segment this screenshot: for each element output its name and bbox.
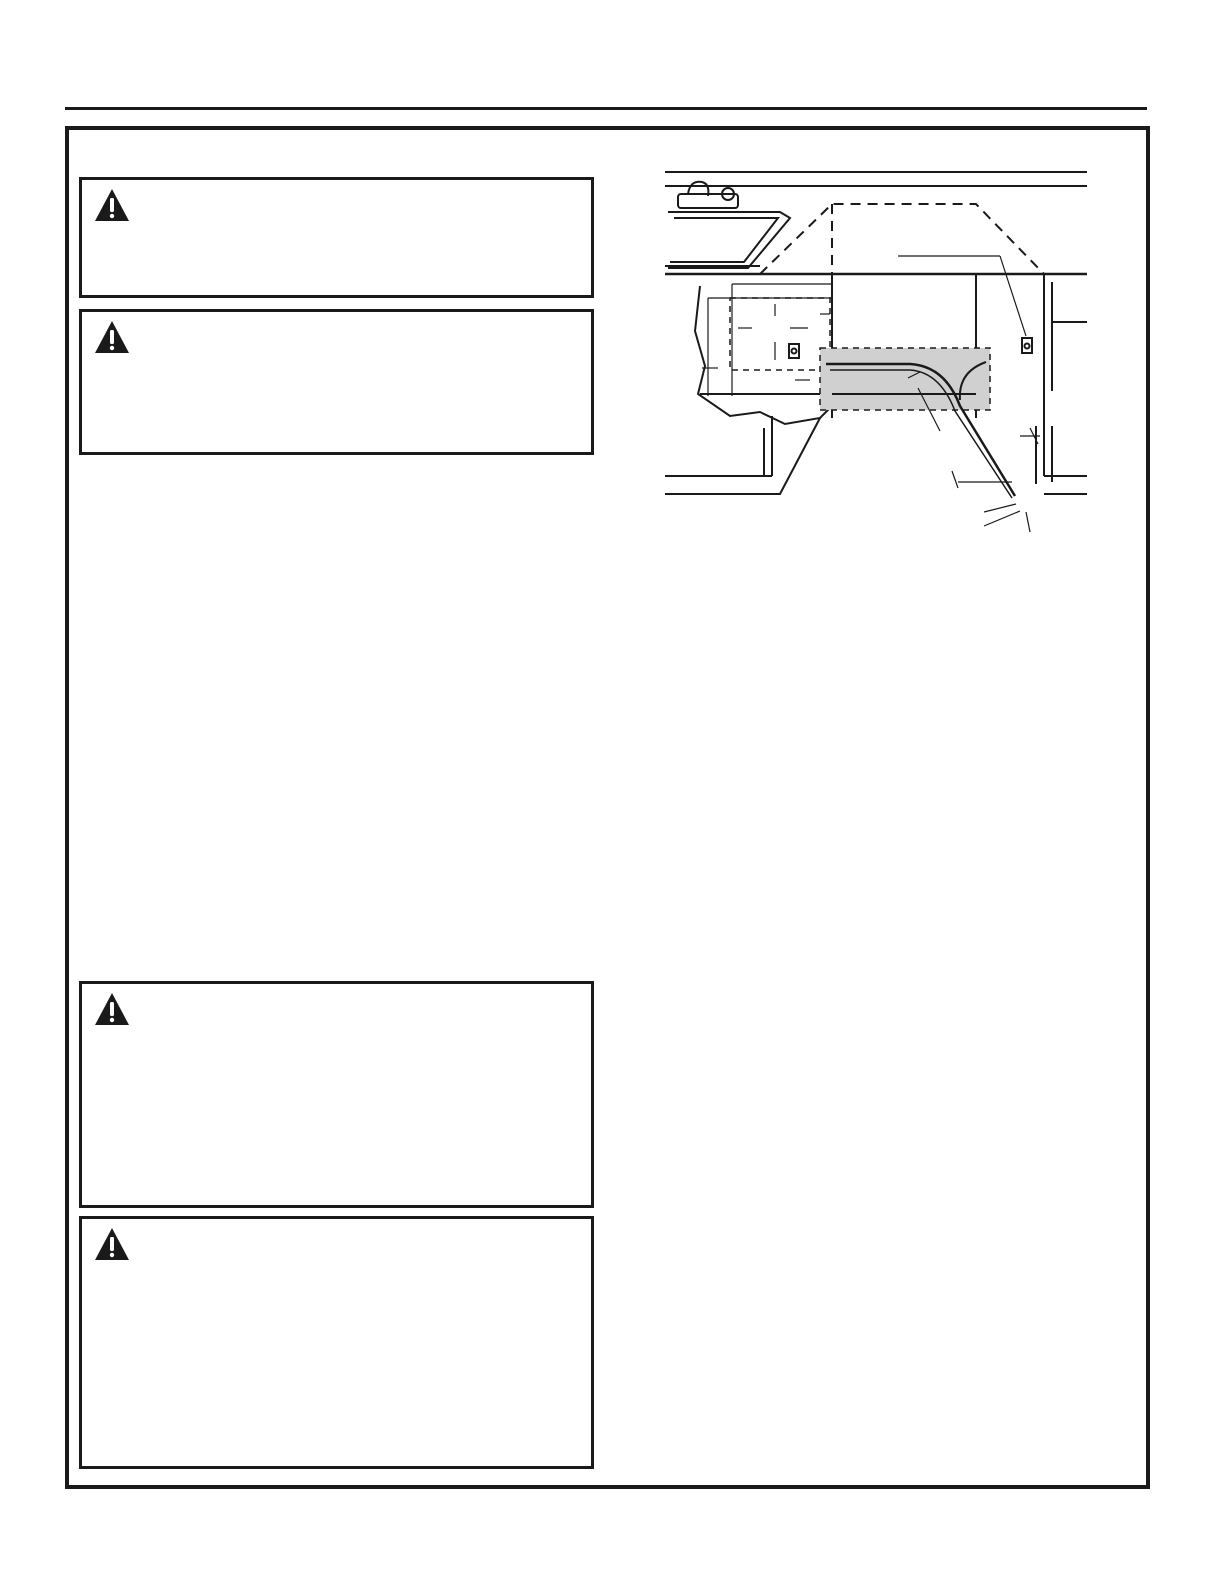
warning-box-1 [79,177,594,298]
warning-box-3 [79,981,594,1208]
warning-triangle-icon [94,992,130,1026]
installation-diagram [660,166,1090,536]
warning-triangle-icon [94,320,130,354]
header-rule [65,107,1147,110]
warning-box-4 [79,1216,594,1469]
warning-triangle-icon [94,188,130,222]
warning-triangle-icon [94,1227,130,1261]
warning-box-2 [79,309,594,455]
